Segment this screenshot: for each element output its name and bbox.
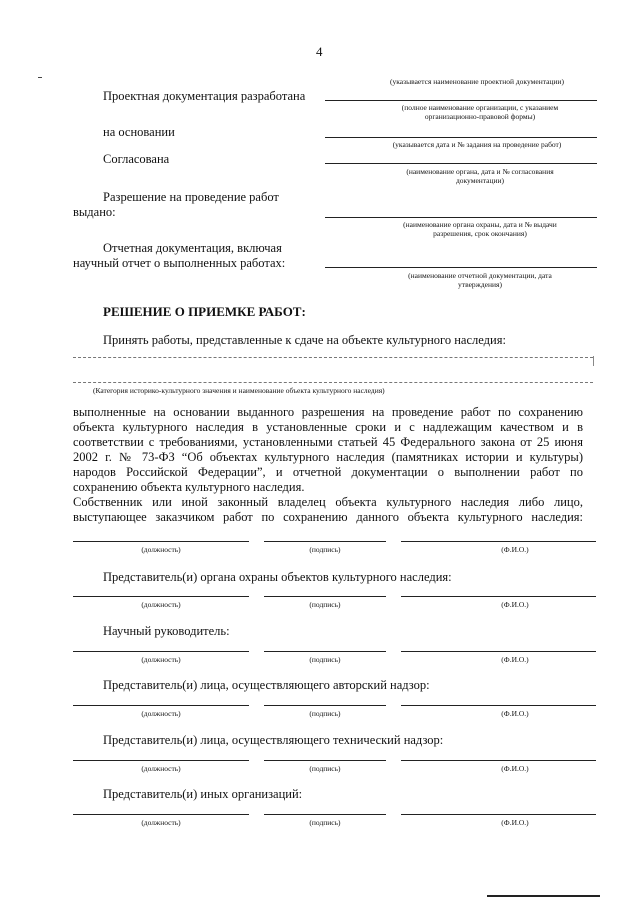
other-position-label: (должность) [141,818,181,827]
field-line-agreed[interactable] [325,163,597,164]
author-position-label: (должность) [141,709,181,718]
scientific-signature-label: (подпись) [309,655,341,664]
owner-signature-line[interactable] [264,541,386,542]
technical-name-label: (Ф.И.О.) [501,764,529,773]
field-label-report-1: Отчетная документация, включая [103,241,282,255]
scientific-position-line[interactable] [73,651,249,652]
decision-body-line-2: объекта культурного наследия в установленные сроки и с надлежащим качеством и в [73,420,583,434]
field-label-basis: на основании [103,125,175,139]
technical-signature-label: (подпись) [309,764,341,773]
technical-name-line[interactable] [401,760,596,761]
field-hint-assignment: (указывается дата и № задания на проведение работ) [392,140,562,149]
field-label-permit-2: выдано: [73,205,116,219]
owner-signature-label: (подпись) [309,545,341,554]
object-line-tick [593,356,594,366]
decision-heading: РЕШЕНИЕ О ПРИЕМКЕ РАБОТ: [103,304,306,319]
other-position-line[interactable] [73,814,249,815]
field-label-report-2: научный отчет о выполненных работах: [73,256,286,270]
field-hint-report-2: утверждения) [458,280,502,289]
field-label-developed: Проектная документация разработана [103,89,306,103]
protection-name-line[interactable] [401,596,596,597]
other-name-line[interactable] [401,814,596,815]
signer-title-protection: Представитель(и) органа охраны объектов культурного наследия: [103,570,452,584]
field-hint-approval-2: документации) [455,176,505,185]
scientific-name-line[interactable] [401,651,596,652]
author-signature-line[interactable] [264,705,386,706]
owner-text-line-2: выступающее заказчиком работ по сохранению данного объекта культурного наследия: [73,510,583,524]
author-signature-label: (подпись) [309,709,341,718]
decision-body-line-6: сохранению объекта культурного наследия. [73,480,305,494]
decision-body-line-4: 2002 г. № 73-ФЗ “Об объектах культурного наследия (памятниках истории и культуры) [73,450,583,464]
protection-position-line[interactable] [73,596,249,597]
field-line-developed[interactable] [325,100,597,101]
field-line-report[interactable] [325,267,597,268]
field-hint-approval-1: (наименование органа, дата и № согласования [406,167,554,176]
footer-rule [487,895,600,897]
decision-body-line-1: выполненные на основании выданного разрешения на проведение работ по сохранению [73,405,583,419]
other-name-label: (Ф.И.О.) [501,818,529,827]
field-label-permit-1: Разрешение на проведение работ [103,190,279,204]
decision-accept-text: Принять работы, представленные к сдаче на объекте культурного наследия: [103,333,506,347]
scientific-signature-line[interactable] [264,651,386,652]
author-name-line[interactable] [401,705,596,706]
scientific-name-label: (Ф.И.О.) [501,655,529,664]
field-hint-report-1: (наименование отчетной документации, дата [408,271,552,280]
protection-signature-label: (подпись) [309,600,341,609]
other-signature-line[interactable] [264,814,386,815]
scan-mark [38,77,42,78]
object-line-2[interactable] [73,382,593,383]
field-hint-permit-1: (наименование органа охраны, дата и № выдачи [403,220,557,229]
field-hint-doc-name: (указывается наименование проектной документации) [390,77,564,86]
field-label-agreed: Согласована [103,152,170,166]
author-name-label: (Ф.И.О.) [501,709,529,718]
owner-name-label: (Ф.И.О.) [501,545,529,554]
owner-name-line[interactable] [401,541,596,542]
owner-text-line-1: Собственник или иной законный владелец объекта культурного наследия либо лицо, [73,495,583,509]
other-signature-label: (подпись) [309,818,341,827]
signer-title-other: Представитель(и) иных организаций: [103,787,303,801]
protection-position-label: (должность) [141,600,181,609]
protection-name-label: (Ф.И.О.) [501,600,529,609]
object-category-hint: (Категория историко-культурного значения и наименование объекта культурного наследия) [93,386,385,395]
field-hint-org-1: (полное наименование организации, с указанием [401,103,559,112]
page-number: 4 [316,44,323,59]
field-hint-permit-2: разрешения, срок окончания) [433,229,527,238]
technical-position-line[interactable] [73,760,249,761]
decision-body-line-5: народов Российской Федерации”, и отчетной документации о выполнении работ по [73,465,583,479]
scientific-position-label: (должность) [141,655,181,664]
signer-title-scientific: Научный руководитель: [103,624,230,638]
field-line-basis[interactable] [325,137,597,138]
field-hint-org-2: организационно-правовой формы) [424,112,536,121]
technical-signature-line[interactable] [264,760,386,761]
signer-title-author: Представитель(и) лица, осуществляющего авторский надзор: [103,678,430,692]
protection-signature-line[interactable] [264,596,386,597]
owner-position-label: (должность) [141,545,181,554]
object-line-1[interactable] [73,357,593,358]
owner-position-line[interactable] [73,541,249,542]
field-line-permit[interactable] [325,217,597,218]
author-position-line[interactable] [73,705,249,706]
technical-position-label: (должность) [141,764,181,773]
signer-title-technical: Представитель(и) лица, осуществляющего технический надзор: [103,733,444,747]
decision-body-line-3: соответствии с требованиями, установленными статьей 45 Федерального закона от 25 июня [73,435,583,449]
